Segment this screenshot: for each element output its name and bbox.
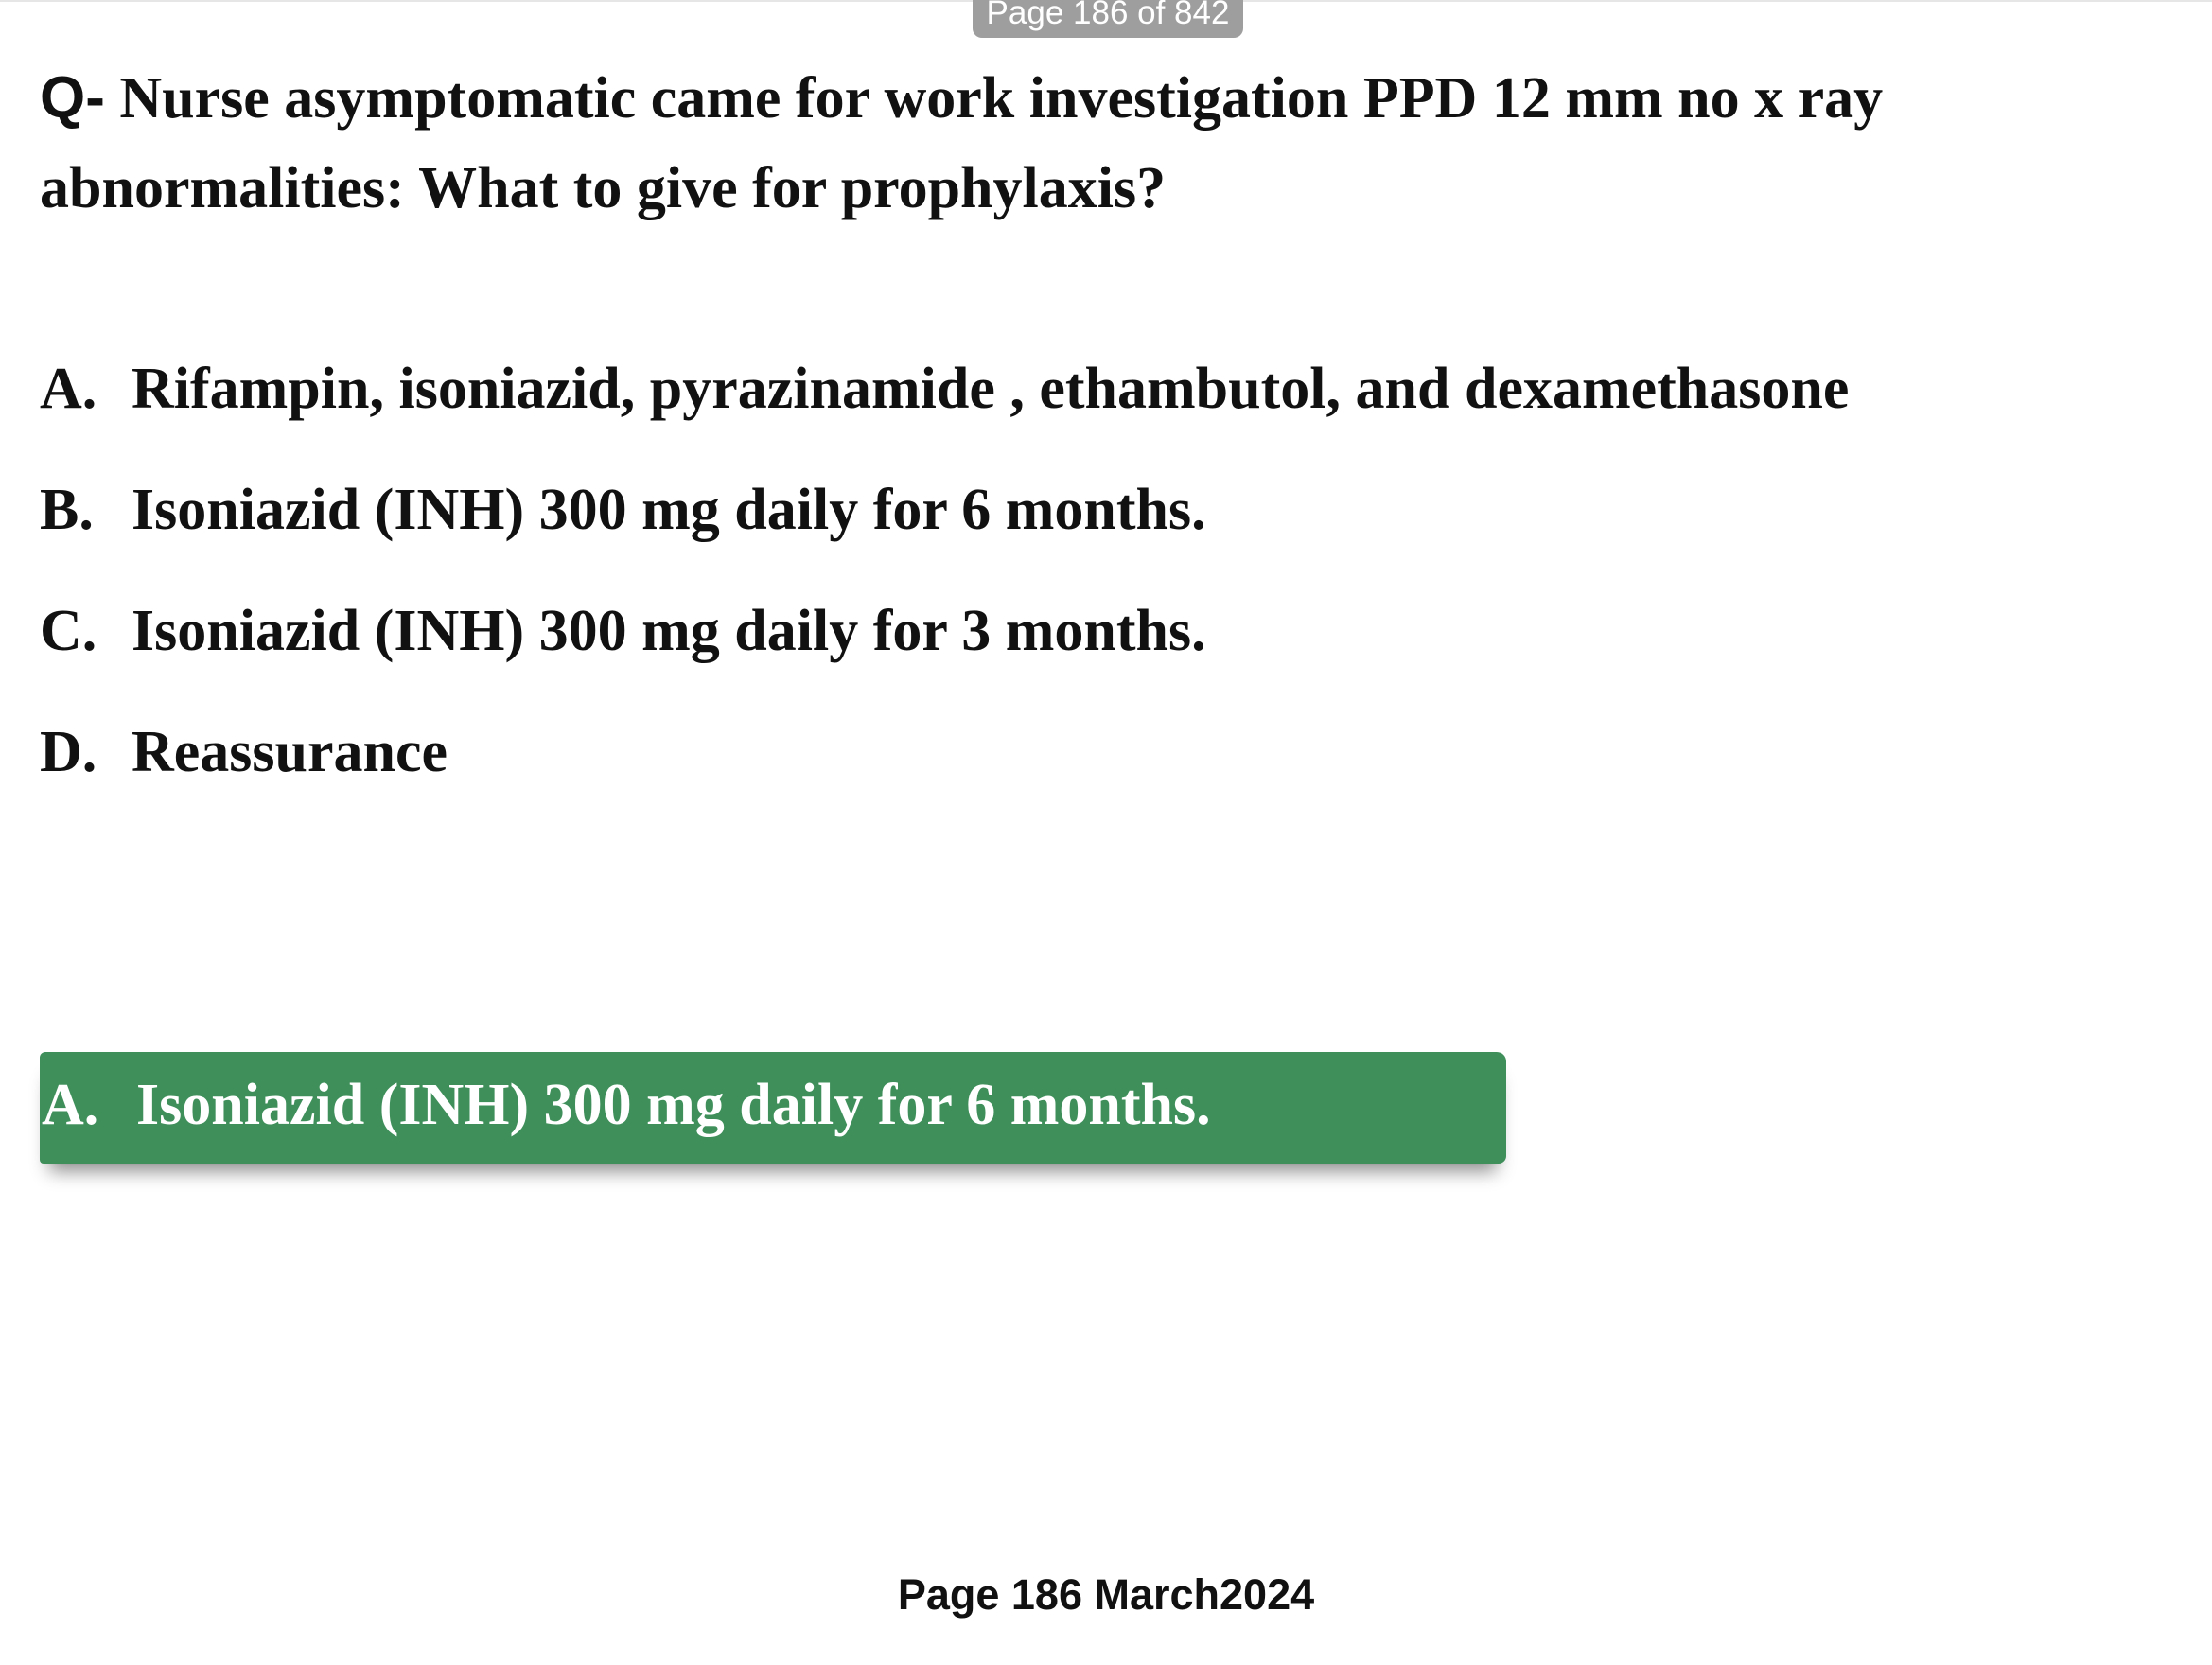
page-indicator: Page 186 of 842 — [973, 0, 1243, 38]
option-letter: C. — [40, 599, 97, 663]
question-prefix: Q- — [40, 65, 105, 131]
answer-highlight — [40, 1052, 1506, 1164]
answer-text: Isoniazid (INH) 300 mg daily for 6 months. — [136, 1072, 1211, 1137]
option-d — [40, 719, 2168, 840]
answer-letter: A. — [42, 1072, 99, 1137]
option-letter: A. — [40, 357, 97, 421]
option-letter: D. — [40, 720, 97, 784]
question-text: Nurse asymptomatic came for work investigation PPD 12 mm no x ray abnormalities: What to give for prophylaxis? — [40, 66, 1884, 220]
option-text: Reassurance — [132, 720, 448, 784]
option-a — [40, 356, 2168, 477]
page-footer: Page 186 March2024 — [897, 1570, 1315, 1619]
option-b — [40, 477, 2168, 598]
answer-options — [40, 356, 2168, 840]
option-text: Isoniazid (INH) 300 mg daily for 6 months. — [132, 478, 1206, 542]
option-text: Rifampin, isoniazid, pyrazinamide , ethambutol, and dexamethasone — [132, 357, 1850, 421]
option-text: Isoniazid (INH) 300 mg daily for 3 months. — [132, 599, 1206, 663]
option-c — [40, 598, 2168, 719]
question — [40, 53, 2121, 234]
option-letter: B. — [40, 478, 94, 542]
